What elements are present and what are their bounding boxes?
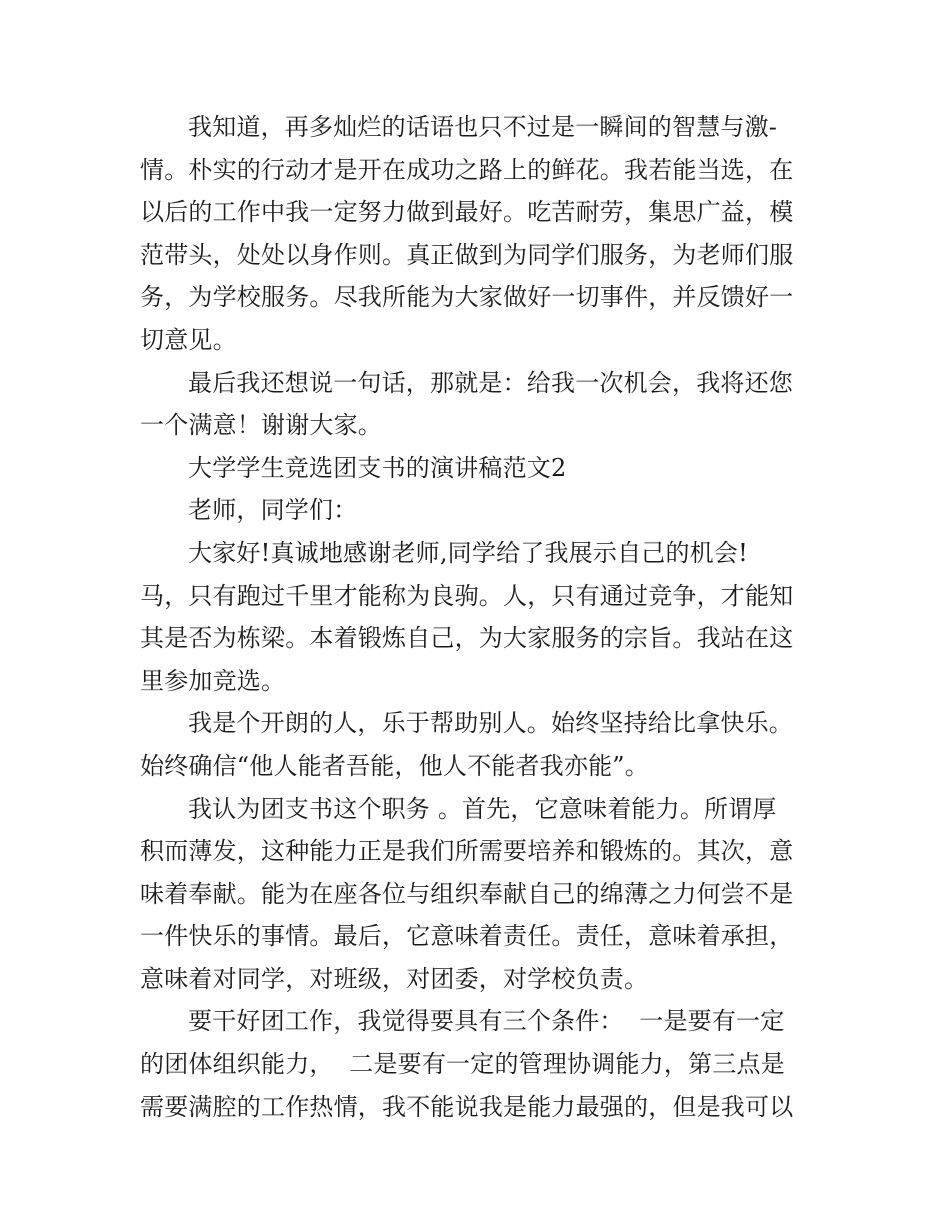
text-line: 积而薄发，这种能力正是我们所需要培养和锻炼的。其次，意 <box>140 837 794 866</box>
text-line: 我是个开朗的人，乐于帮助别人。始终坚持给比拿快乐。 <box>188 709 793 738</box>
text-line: 需要满腔的工作热情，我不能说我是能力最强的，但是我可以 <box>140 1092 794 1121</box>
text-line: 要干好团工作，我觉得要具有三个条件： 一是要有一定 <box>188 1007 785 1036</box>
text-line: 务，为学校服务。尽我所能为大家做好一切事件，并反馈好一 <box>140 283 794 312</box>
text-line: 以后的工作中我一定努力做到最好。吃苦耐劳，集思广益，模 <box>140 198 794 227</box>
text-line: 切意见。 <box>140 325 237 354</box>
text-line: 我认为团支书这个职务 。首先，它意味着能力。所谓厚 <box>188 794 777 823</box>
text-line: 大学学生竞选团支书的演讲稿范文2 <box>188 453 567 482</box>
text-line: 一件快乐的事情。最后，它意味着责任。责任，意味着承担， <box>140 922 794 951</box>
text-line: 大家好!真诚地感谢老师,同学给了我展示自己的机会! <box>188 538 748 567</box>
text-line: 范带头，处处以身作则。真正做到为同学们服务，为老师们服 <box>140 240 794 269</box>
text-line: 一个满意！谢谢大家。 <box>140 411 382 440</box>
text-line: 味着奉献。能为在座各位与组织奉献自己的绵薄之力何尝不是 <box>140 879 794 908</box>
text-line: 最后我还想说一句话，那就是：给我一次机会，我将还您 <box>188 368 793 397</box>
text-line: 始终确信“他人能者吾能，他人不能者我亦能”。 <box>140 751 649 780</box>
text-line: 意味着对同学，对班级，对团委，对学校负责。 <box>140 964 649 993</box>
text-line: 的团体组织能力， 二是要有一定的管理协调能力，第三点是 <box>140 1050 785 1079</box>
text-line: 里参加竞选。 <box>140 666 286 695</box>
text-line: 老师，同学们： <box>188 496 358 525</box>
text-line: 马，只有跑过千里才能称为良驹。人，只有通过竞争，才能知 <box>140 581 794 610</box>
document-body <box>140 106 820 1128</box>
text-line: 其是否为栋梁。本着锻炼自己，为大家服务的宗旨。我站在这 <box>140 624 794 653</box>
text-line: 我知道，再多灿烂的话语也只不过是一瞬间的智慧与激- <box>188 113 778 141</box>
text-line: 情。朴实的行动才是开在成功之路上的鲜花。我若能当选，在 <box>140 155 794 184</box>
